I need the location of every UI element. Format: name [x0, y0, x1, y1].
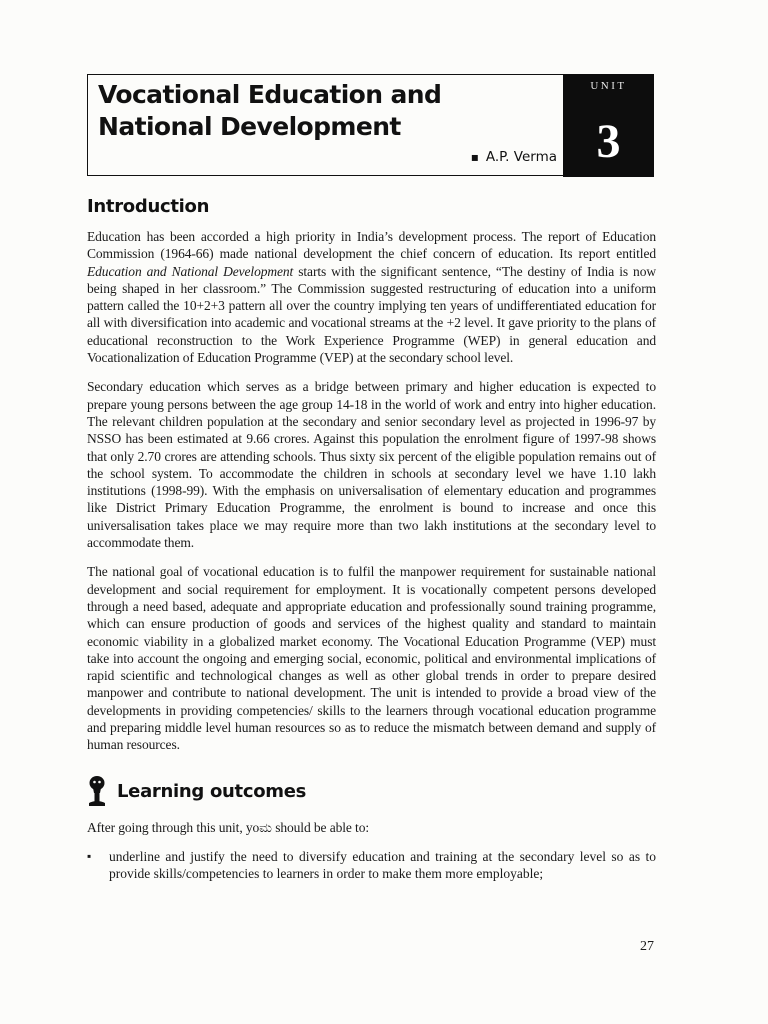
- introduction-paragraph-3: The national goal of vocational education is to fulfil the manpower requirement for sustainable national development and social requirement for employment. It is vocationally competent persons developed through a need based, adequate and appropriate education and professionally sound training programme, which can ensure production of goods and services of the highest quality and standard to maintain economic viability in a globalized market economy. The Vocational Education Programme (VEP) must take into account the ongoing and emerging social, economic, political and environmental implications of rapid scientific and technological changes as well as other global trends in order to prepare desired manpower and contribute to national development. The unit is intended to provide a broad view of the developments in providing competencies/ skills to the learners through vocational education programme and preparing middle level human resources so as to reduce the mismatch between demand and supply of human resources.: [87, 564, 656, 753]
- bullet-icon: ▪: [87, 848, 92, 863]
- unit-number: 3: [596, 115, 621, 168]
- outcome-item-text: underline and justify the need to diversify education and training at the secondary level so as to provide skills/competencies to learners in order to make them more employable;: [109, 848, 656, 882]
- introduction-paragraph-2: Secondary education which serves as a bridge between primary and higher education is expected to prepare young persons between the age group 14-18 in the world of work and entry into higher education. The relevant children population at the secondary and senior secondary level as projected in 1996-97 by NSSO has been estimated at 9.66 crores. Against this population the enrolment figure of 1997-98 shows that only 2.70 crores are attending schools. Thus sixty six percent of the eligible population remains out of the school system. To accommodate the children in schools at secondary level we have 1.10 lakh institutions (1998-99). With the emphasis on universalisation of elementary education and programmes like District Primary Education Programme, the enrolment is bound to increase and once this universalisation takes place we may require more than two lakh institutions at the secondary level to accommodate them.: [87, 379, 656, 551]
- outcome-item: [87, 848, 656, 883]
- learning-outcomes-header: [87, 776, 656, 807]
- unit-label: UNIT: [590, 80, 627, 92]
- paragraph-1-text-b: starts with the significant sentence, “The destiny of India is now being shaped in her classroom.” The Commission suggested restructuring of education into a uniform pattern called the 10+2+3 pattern all over the country implying ten years of undifferentiated education for all with diversification into academic and vocational streams at the +2 level. It gave priority to the plans of educational reconstruction to the Work Experience Programme (WEP) in general education and Vocationalization of Education Programme (VEP) at the secondary school level.: [87, 263, 656, 366]
- unit-header: [87, 74, 654, 176]
- learning-outcomes-heading: Learning outcomes: [117, 780, 307, 802]
- page-number: 27: [640, 939, 654, 954]
- introduction-paragraph-1: [87, 228, 656, 366]
- learner-icon: [87, 776, 107, 807]
- title-line-1: Vocational Education and: [98, 80, 442, 109]
- paragraph-1-text-a: Education has been accorded a high priority in India’s development process. The report of Education Commission (1964-66) made national development the chief concern of education. Its report entitled: [87, 229, 656, 262]
- outcomes-list: [87, 848, 656, 883]
- unit-title: [98, 79, 441, 143]
- introduction-heading: Introduction: [87, 196, 210, 217]
- title-line-2: National Development: [98, 112, 401, 141]
- report-title: Education and National Development: [87, 263, 294, 279]
- page-content: [87, 196, 656, 883]
- unit-badge: [563, 74, 654, 177]
- author-name: ▪ A.P. Verma: [471, 149, 557, 165]
- outcomes-intro: After going through this unit, yoಮ should be able to:: [87, 819, 370, 835]
